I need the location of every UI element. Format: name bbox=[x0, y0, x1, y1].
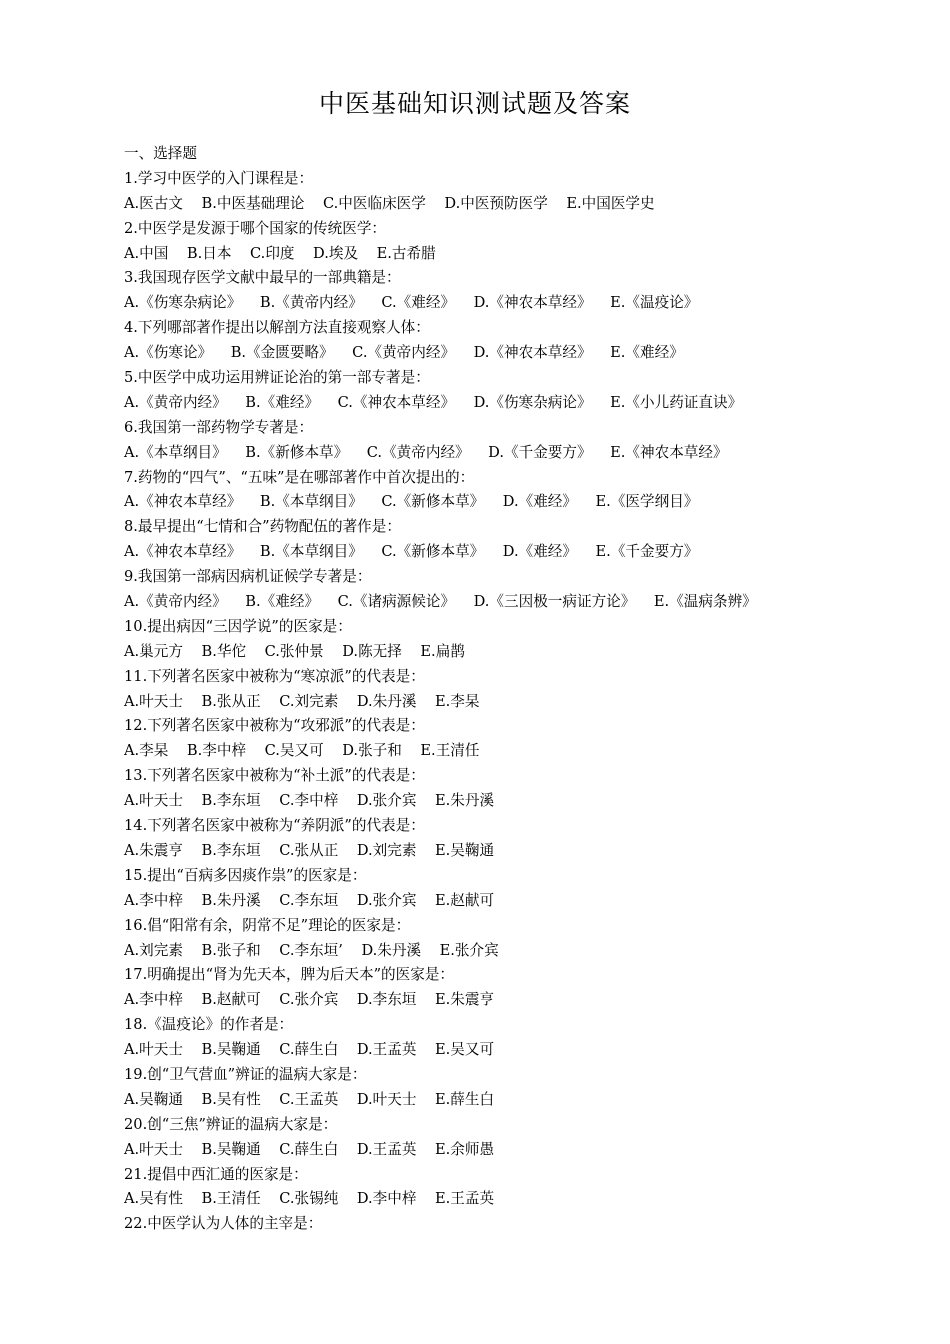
question-options: A.李中梓 B.赵献可 C.张介宾 D.李东垣 E.朱震亨 bbox=[124, 991, 495, 1009]
question-options: A.《伤寒论》 B.《金匮要略》 C.《黄帝内经》 D.《神农本草经》 E.《难经》 bbox=[124, 344, 684, 362]
question-text: 13.下列著名医家中被称为“补土派”的代表是： bbox=[124, 767, 425, 785]
question-options: A.《黄帝内经》 B.《难经》 C.《神农本草经》 D.《伤寒杂病论》 E.《小儿药证直诀》 bbox=[124, 393, 743, 411]
question-text: 20.创“三焦”辨证的温病大家是： bbox=[124, 1115, 338, 1133]
question-options: A.叶天士 B.吴鞠通 C.薛生白 D.王孟英 E.余师愚 bbox=[124, 1140, 495, 1158]
question-options: A.医古文 B.中医基础理论 C.中医临床医学 D.中医预防医学 E.中国医学史 bbox=[124, 194, 655, 212]
question-text: 19.创“卫气营血”辨证的温病大家是： bbox=[124, 1065, 367, 1083]
question-options: A.《黄帝内经》 B.《难经》 C.《诸病源候论》 D.《三因极一病证方论》 E.《温病条辨》 bbox=[124, 593, 757, 611]
question-options: A.《伤寒杂病论》 B.《黄帝内经》 C.《难经》 D.《神农本草经》 E.《温疫论》 bbox=[124, 294, 699, 312]
question-text: 16.倡“阳常有余，阴常不足”理论的医家是： bbox=[124, 916, 411, 934]
page-title: 中医基础知识测试题及答案 bbox=[318, 89, 631, 118]
question-text: 2.中医学是发源于哪个国家的传统医学： bbox=[124, 219, 387, 237]
question-text: 4.下列哪部著作提出以解剖方法直接观察人体： bbox=[124, 319, 430, 337]
question-text: 7.药物的“四气”、“五味”是在哪部著作中首次提出的： bbox=[124, 468, 475, 486]
question-text: 8.最早提出“七情和合”药物配伍的著作是： bbox=[124, 518, 401, 536]
question-options: A.中国 B.日本 C.印度 D.埃及 E.古希腊 bbox=[124, 244, 436, 262]
question-text: 17.明确提出“肾为先天本，脾为后天本”的医家是： bbox=[124, 966, 455, 984]
question-text: 10.提出病因“三因学说”的医家是： bbox=[124, 617, 352, 635]
question-text: 6.我国第一部药物学专著是： bbox=[124, 418, 314, 436]
question-options: A.刘完素 B.张子和 C.李东垣’ D.朱丹溪 E.张介宾 bbox=[124, 941, 499, 959]
question-text: 22.中医学认为人体的主宰是： bbox=[124, 1215, 323, 1233]
question-text: 18.《温疫论》的作者是： bbox=[124, 1016, 294, 1034]
section-heading: 一、选择题 bbox=[124, 145, 197, 162]
question-text: 14.下列著名医家中被称为“养阴派”的代表是： bbox=[124, 817, 425, 835]
question-options: A.朱震亨 B.李东垣 C.张从正 D.刘完素 E.吴鞠通 bbox=[124, 841, 495, 859]
question-text: 11.下列著名医家中被称为“寒凉派”的代表是： bbox=[124, 667, 425, 685]
question-options: A.吴有性 B.王清任 C.张锡纯 D.李中梓 E.王孟英 bbox=[124, 1190, 495, 1208]
question-text: 1.学习中医学的入门课程是： bbox=[124, 169, 314, 187]
question-options: A.叶天士 B.张从正 C.刘完素 D.朱丹溪 E.李杲 bbox=[124, 692, 480, 710]
question-text: 12.下列著名医家中被称为“攻邪派”的代表是： bbox=[124, 717, 425, 735]
question-text: 15.提出“百病多因痰作祟”的医家是： bbox=[124, 866, 367, 884]
question-options: A.《本草纲目》 B.《新修本草》 C.《黄帝内经》 D.《千金要方》 E.《神农本草经》 bbox=[124, 443, 728, 461]
question-options: A.叶天士 B.吴鞠通 C.薛生白 D.王孟英 E.吴又可 bbox=[124, 1041, 495, 1059]
question-text: 21.提倡中西汇通的医家是： bbox=[124, 1165, 308, 1183]
question-options: A.《神农本草经》 B.《本草纲目》 C.《新修本草》 D.《难经》 E.《千金要方》 bbox=[124, 543, 699, 561]
document-body bbox=[124, 142, 914, 1237]
question-options: A.《神农本草经》 B.《本草纲目》 C.《新修本草》 D.《难经》 E.《医学纲目》 bbox=[124, 493, 699, 511]
question-options: A.李杲 B.李中梓 C.吴又可 D.张子和 E.王清任 bbox=[124, 742, 480, 760]
question-text: 9.我国第一部病因病机证候学专著是： bbox=[124, 568, 372, 586]
question-options: A.吴鞠通 B.吴有性 C.王孟英 D.叶天士 E.薛生白 bbox=[124, 1090, 495, 1108]
question-text: 5.中医学中成功运用辨证论治的第一部专著是： bbox=[124, 369, 430, 387]
question-options: A.李中梓 B.朱丹溪 C.李东垣 D.张介宾 E.赵献可 bbox=[124, 891, 495, 909]
question-options: A.巢元方 B.华佗 C.张仲景 D.陈无择 E.扁鹊 bbox=[124, 642, 465, 660]
question-options: A.叶天士 B.李东垣 C.李中梓 D.张介宾 E.朱丹溪 bbox=[124, 792, 495, 810]
question-text: 3.我国现存医学文献中最早的一部典籍是： bbox=[124, 269, 401, 287]
